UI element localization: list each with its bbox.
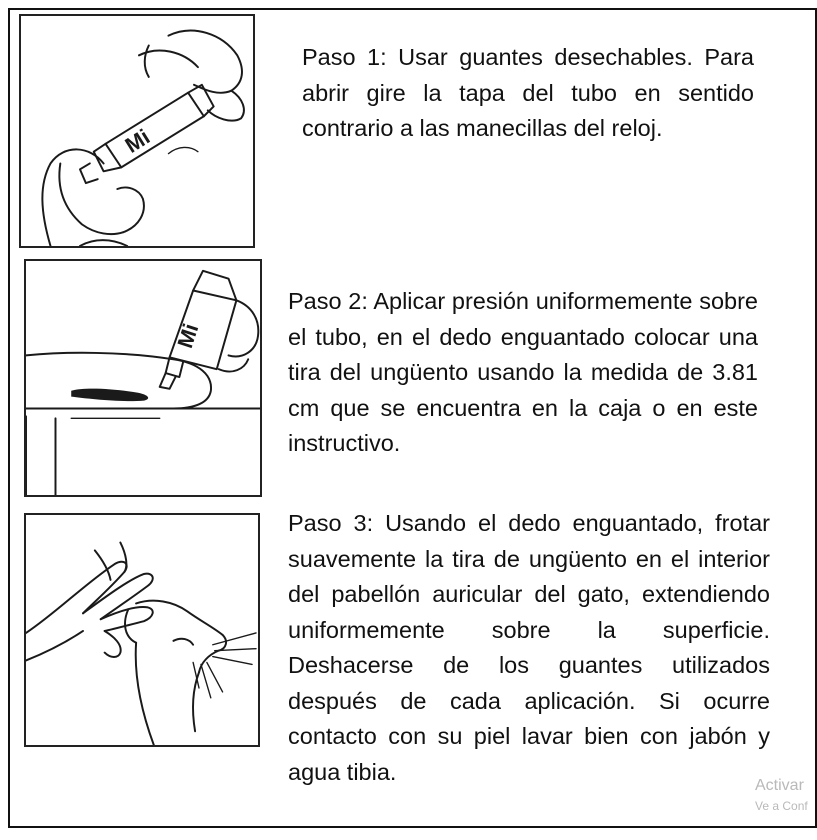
tube-label: Mi bbox=[120, 123, 155, 158]
watermark-line-1: Activar bbox=[755, 777, 804, 794]
step-1-text: Paso 1: Usar guantes desechables. Para abrir gire la tapa del tubo en sentido contrario a las manecillas del reloj. bbox=[302, 44, 754, 141]
ointment-strip-on-finger-icon bbox=[26, 261, 260, 495]
watermark-line-2: Ve a Conf bbox=[755, 799, 808, 813]
step-3-text: Paso 3: Usando el dedo enguantado, frotar suavemente la tira de ungüento en el interior del pabellón auricular del gato, extendiendo uniformemente sobre la superficie. Deshacerse de los guantes utilizados después de cada aplicación. Si ocurre contacto con su piel lavar bien con jabón y agua tibia. bbox=[288, 510, 770, 785]
applying-to-cat-ear-icon bbox=[26, 515, 258, 745]
tube-label-2: Mi bbox=[172, 320, 204, 352]
table-border-bottom bbox=[8, 826, 817, 828]
step-3-illustration bbox=[24, 513, 260, 747]
step-2-text: Paso 2: Aplicar presión uniformemente sobre el tubo, en el dedo enguantado colocar una tira del ungüento usando la medida de 3.81 cm que se encuentra en la caja o en este instructivo. bbox=[288, 288, 758, 456]
hand-opening-tube-icon bbox=[21, 16, 253, 246]
activation-watermark bbox=[755, 776, 808, 814]
step-1-illustration bbox=[19, 14, 255, 248]
step-2-illustration bbox=[24, 259, 262, 497]
